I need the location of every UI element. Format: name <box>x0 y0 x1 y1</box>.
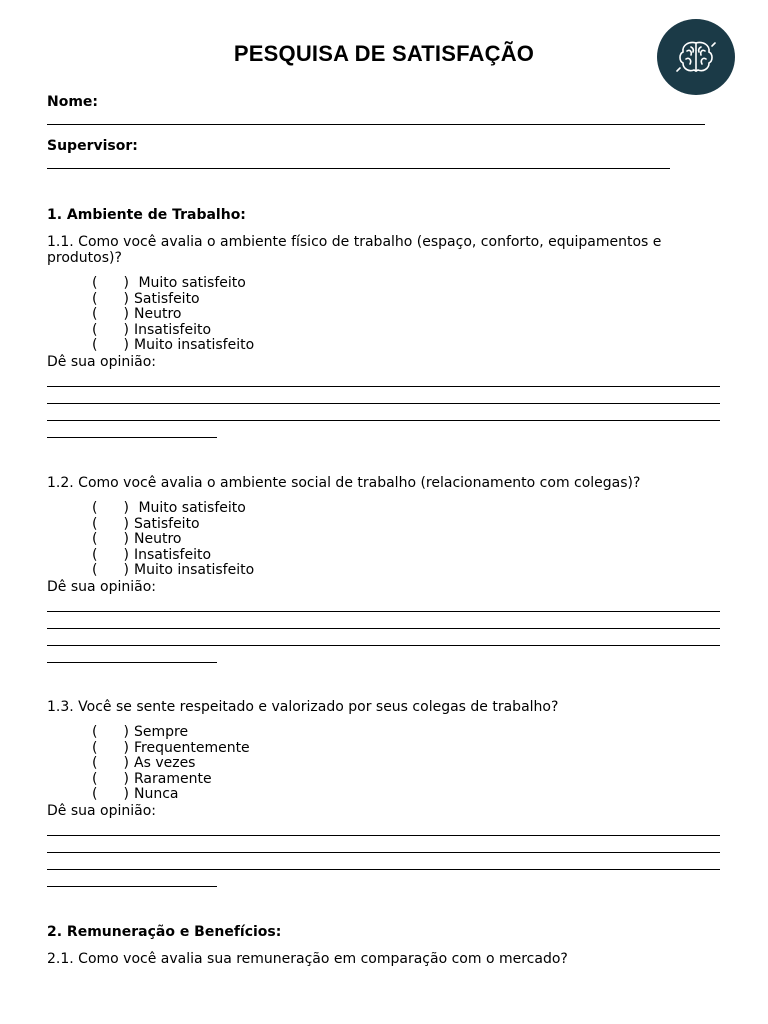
option-label: Satisfeito <box>134 290 200 307</box>
option-label: As vezes <box>134 755 196 772</box>
opinion-label: Dê sua opinião: <box>47 802 157 819</box>
options-list <box>47 725 727 803</box>
option-checkbox[interactable]: ( ) Neutro <box>92 306 182 323</box>
name-label: Nome: <box>47 94 99 110</box>
option-checkbox[interactable]: ( ) Satisfeito <box>92 515 200 532</box>
answer-line <box>47 819 720 836</box>
option-label: Muito satisfeito <box>138 275 246 291</box>
question-text: 1.2. Como você avalia o ambiente social de trabalho (relacionamento com colegas)? <box>47 475 641 491</box>
opinion-field[interactable] <box>47 370 727 438</box>
opinion-label: Dê sua opinião: <box>47 353 157 370</box>
question-2-1-text: 2.1. Como você avalia sua remuneração em comparação com o mercado? <box>47 951 568 967</box>
option-label: Neutro <box>134 306 182 323</box>
option-label: Muito insatisfeito <box>134 562 255 579</box>
option-checkbox[interactable]: ( ) Muito satisfeito <box>92 500 246 516</box>
option-label: Neutro <box>134 531 182 548</box>
option-label: Muito satisfeito <box>138 500 246 516</box>
option-checkbox[interactable]: ( ) Sempre <box>92 724 189 740</box>
option-checkbox[interactable]: ( ) Muito insatisfeito <box>92 337 255 354</box>
answer-line <box>47 853 720 870</box>
page-title: PESQUISA DE SATISFAÇÃO <box>233 41 535 66</box>
answer-line <box>47 421 217 438</box>
option-label: Nunca <box>134 786 179 803</box>
question-text: 1.1. Como você avalia o ambiente físico de trabalho (espaço, conforto, equipamentos e produtos)? <box>47 234 662 266</box>
brain-icon <box>657 19 735 95</box>
options-list <box>47 276 727 354</box>
option-label: Satisfeito <box>134 515 200 532</box>
section-1-title: 1. Ambiente de Trabalho: <box>47 207 246 223</box>
options-list <box>47 501 727 579</box>
supervisor-field[interactable] <box>47 168 670 169</box>
answer-line <box>47 612 720 629</box>
option-label: Frequentemente <box>134 739 250 756</box>
option-label: Sempre <box>134 724 189 740</box>
answer-line <box>47 370 720 387</box>
option-checkbox[interactable]: ( ) Muito satisfeito <box>92 275 246 291</box>
question-1-2 <box>47 475 727 663</box>
option-label: Raramente <box>134 770 212 787</box>
question-text: 1.3. Você se sente respeitado e valorizado por seus colegas de trabalho? <box>47 699 559 715</box>
name-field[interactable] <box>47 124 705 125</box>
option-label: Insatisfeito <box>134 546 212 563</box>
option-label: Muito insatisfeito <box>134 337 255 354</box>
option-checkbox[interactable]: ( ) Satisfeito <box>92 290 200 307</box>
supervisor-label: Supervisor: <box>47 138 138 154</box>
answer-line <box>47 387 720 404</box>
question-1-3 <box>47 699 727 887</box>
answer-line <box>47 404 720 421</box>
opinion-field[interactable] <box>47 595 727 663</box>
opinion-label: Dê sua opinião: <box>47 578 157 595</box>
answer-line <box>47 646 217 663</box>
option-label: Insatisfeito <box>134 321 212 338</box>
option-checkbox[interactable]: ( ) Insatisfeito <box>92 546 212 563</box>
option-checkbox[interactable]: ( ) Neutro <box>92 531 182 548</box>
answer-line <box>47 629 720 646</box>
option-checkbox[interactable]: ( ) Insatisfeito <box>92 321 212 338</box>
question-1-1 <box>47 234 727 438</box>
answer-line <box>47 595 720 612</box>
option-checkbox[interactable]: ( ) Raramente <box>92 770 212 787</box>
section-2-title: 2. Remuneração e Benefícios: <box>47 924 282 940</box>
option-checkbox[interactable]: ( ) As vezes <box>92 755 196 772</box>
option-checkbox[interactable]: ( ) Muito insatisfeito <box>92 562 255 579</box>
option-checkbox[interactable]: ( ) Frequentemente <box>92 739 250 756</box>
opinion-field[interactable] <box>47 819 727 887</box>
option-checkbox[interactable]: ( ) Nunca <box>92 786 179 803</box>
answer-line <box>47 870 217 887</box>
answer-line <box>47 836 720 853</box>
